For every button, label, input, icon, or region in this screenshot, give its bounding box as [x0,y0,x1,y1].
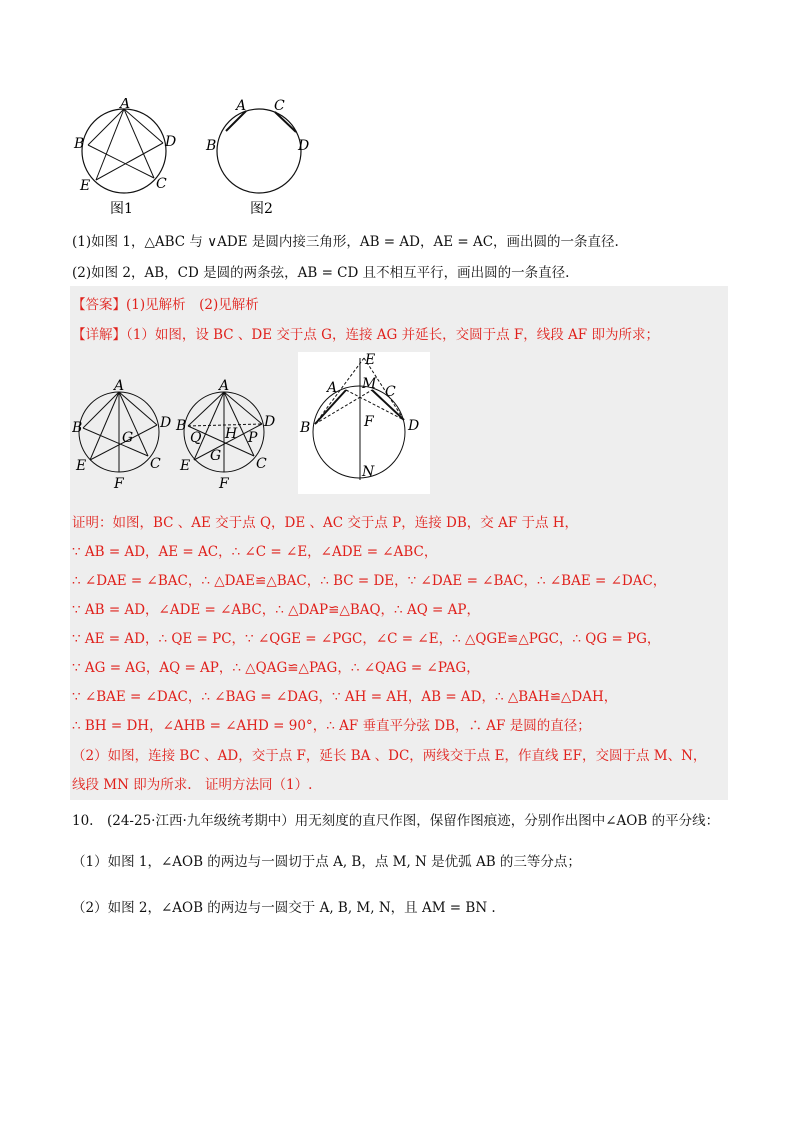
answer-label: 【答案】(1)见解析 (2)见解析 [72,297,259,313]
proof-line-2: ∵ AB = AD，AE = AC，∴ ∠C = ∠E，∠ADE = ∠ABC， [72,544,438,560]
figC-label-M: M [362,376,377,392]
proof-line-5: ∵ AE = AD，∴ QE = PC，∵ ∠QGE = ∠PGC，∠C = ∠E，∴ △QGE≌△PGC，∴ QG = PG， [72,631,661,647]
figC-label-C: C [385,384,396,400]
fig1-caption: 图1 [110,201,133,217]
fig1-label-C: C [156,176,167,192]
figA-label-A: A [114,378,125,394]
figC-label-E: E [365,352,376,368]
figB-label-C: C [256,456,267,472]
figC-label-N: N [362,464,375,480]
solution-figures [72,352,442,498]
proof-line-6: ∵ AG = AG，AQ = AP，∴ △QAG≌△PAG，∴ ∠QAG = ∠PAG， [72,660,480,676]
proof-line-9: （2）如图，连接 BC 、AD，交于点 F，延长 BA 、DC，两线交于点 E，作直线 EF，交圆于点 M、N， [72,748,707,764]
figC-label-F: F [364,414,374,430]
figA-label-D: D [160,415,172,431]
fig1-label-E: E [80,178,91,194]
figB-label-F: F [219,476,229,492]
figB-label-A: A [219,378,230,394]
figA-label-C: C [150,456,161,472]
figure-2 [205,98,309,217]
question-part2: (2)如图 2，AB，CD 是圆的两条弦，AB = CD 且不相互平行，画出圆的一条直径. [72,265,570,281]
proof-line-8: ∴ BH = DH，∠AHB = ∠AHD = 90°，∴ AF 垂直平分弦 DB，∴ AF 是圆的直径； [72,718,591,734]
figA-label-E: E [76,458,87,474]
figC-label-D: D [408,418,420,434]
fig2-label-D: D [298,138,310,154]
fig2-caption: 图2 [250,201,273,217]
question-part1: (1)如图 1，△ABC 与 ∨ADE 是圆内接三角形，AB = AD，AE = AC，画出圆的一条直径. [72,234,619,250]
figB-label-B: B [176,418,187,434]
top-figures [70,98,330,223]
figB-label-G: G [210,448,222,464]
problem10-part1: （1）如图 1，∠AOB 的两边与一圆切于点 A, B，点 M, N 是优弧 AB 的三等分点； [72,854,581,870]
figA-label-F: F [114,476,124,492]
solution-figure-c [298,352,430,494]
solution-figure-b [175,378,275,492]
proof-line-7: ∵ ∠BAE = ∠DAC，∴ ∠BAG = ∠DAG，∵ AH = AH，AB = AD，∴ △BAH≌△DAH， [72,689,618,705]
figA-label-G: G [122,430,134,446]
figB-label-Q: Q [190,430,202,446]
figA-label-B: B [72,420,83,436]
proof-line-1: 证明：如图，BC 、AE 交于点 Q，DE 、AC 交于点 P，连接 DB，交 AF 于点 H， [72,515,579,531]
figB-label-P: P [248,430,258,446]
problem10-part2: （2）如图 2，∠AOB 的两边与一圆交于 A, B, M, N，且 AM = BN . [72,900,496,916]
figC-label-A: A [327,380,338,396]
solution-figure-a [72,378,171,492]
fig1-label-D: D [165,134,177,150]
answer-detail: 【详解】（1）如图，设 BC 、DE 交于点 G，连接 AG 并延长，交圆于点 F，线段 AF 即为所求； [72,327,659,343]
fig2-label-C: C [274,98,285,114]
problem10-header: 10. (24-25·江西·九年级统考期中）用无刻度的直尺作图，保留作图痕迹，分别作出图中∠AOB 的平分线： [72,813,720,829]
fig1-label-B: B [74,136,85,152]
proof-line-4: ∵ AB = AD，∠ADE = ∠ABC，∴ △DAP≌△BAQ，∴ AQ = AP， [72,602,480,618]
figB-label-H: H [225,426,238,442]
figB-label-E: E [180,458,191,474]
proof-line-10: 线段 MN 即为所求. 证明方法同（1）. [72,777,313,793]
figB-label-D: D [264,414,276,430]
figure-1 [73,98,176,217]
proof-line-3: ∴ ∠DAE = ∠BAC，∴ △DAE≌△BAC，∴ BC = DE，∵ ∠DAE = ∠BAC，∴ ∠BAE = ∠DAC， [72,573,667,589]
figC-label-B: B [300,420,311,436]
fig1-label-A: A [120,98,131,112]
fig2-label-A: A [236,98,247,114]
fig2-label-B: B [206,138,217,154]
